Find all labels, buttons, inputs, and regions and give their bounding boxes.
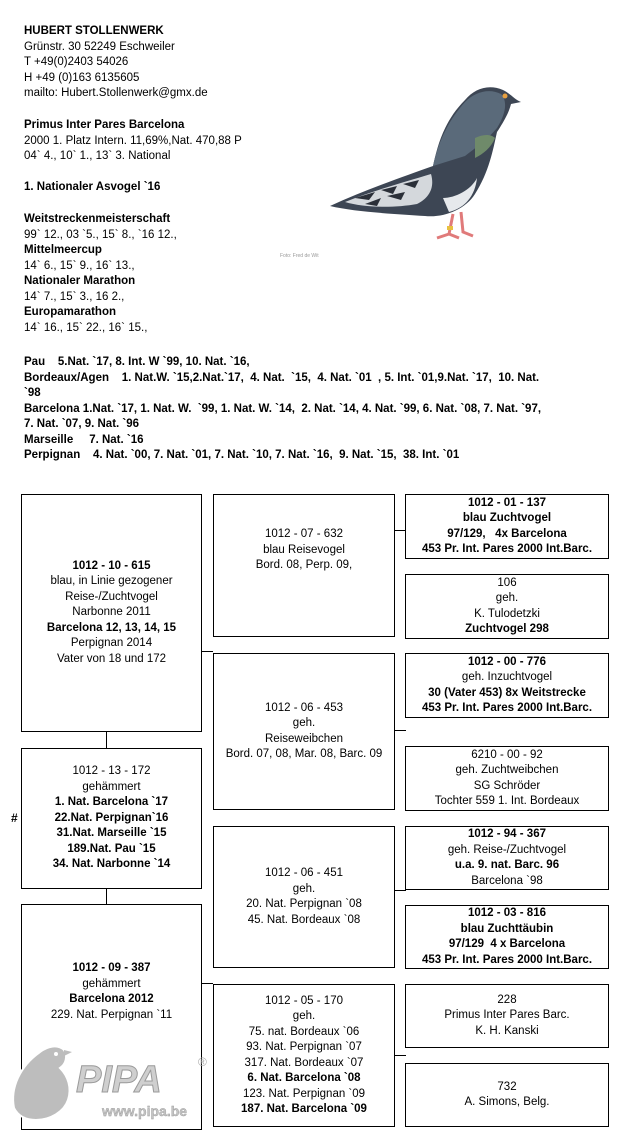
ring-number: 1012 - 07 - 632 [264,528,343,541]
ring-number: 1012 - 06 - 451 [264,867,343,879]
ring-number: 1012 - 03 - 816 [467,907,546,919]
pedigree-dsd: 1012 - 03 - 816 blau Zuchttäubin 97/129 4 x Barcelona 453 Pr. Int. Pares 2000 Int.Barc. [405,905,609,969]
pedigree-dds: 228 Primus Inter Pares Barc. K. H. Kanski [405,984,609,1048]
pedigree-sire-sire: 1012 - 07 - 632 blau Reisevogel Bord. 08, Perp. 09, [213,494,395,637]
performance-line: Perpignan 4. Nat. `00, 7. Nat. `01, 7. Nat. `10, 7. Nat. `16, 9. Nat. `15, 38. Int. `01 [24,449,460,461]
ring-number: 1012 - 05 - 170 [264,994,343,1007]
logo-registered: ® [198,1055,207,1069]
pedigree-sds: 1012 - 00 - 776 geh. Inzuchtvogel 30 (Vater 453) 8x Weitstrecke 453 Pr. Int. Pares 2000 Int.Barc. [405,653,609,718]
connector-line [201,651,213,652]
championships-block [24,212,177,336]
ring-number: 732 [497,1080,517,1093]
pedigree-ssd: 106 geh. K. Tulodetzki Zuchtvogel 298 [405,574,609,639]
primus-line1: 2000 1. Platz Intern. 11,69%,Nat. 470,88 P [24,134,242,147]
ring-number: 1012 - 10 - 615 [72,559,151,572]
primus-line2: 04` 4., 10` 1., 13` 3. National [24,150,171,162]
owner-phone: T +49(0)2403 54026 [24,56,129,68]
championship-title: Nationaler Marathon [24,275,136,287]
connector-line [106,888,107,904]
performance-block [24,355,614,464]
pedigree-sire: 1012 - 10 - 615 blau, in Linie gezogener Reise-/Zuchtvogel Narbonne 2011 Barcelona 12, 13, 14, 15 Perpignan 2014 Vater von 18 und 172 [21,494,202,732]
pedigree-subject: 1012 - 13 - 172 gehämmert 1. Nat. Barcelona `17 22.Nat. Perpignan`16 31.Nat. Marseille `15 189.Nat. Pau `15 34. Nat. Narbonne `14 [21,748,202,889]
pigeon-photo [325,78,525,250]
owner-name: HUBERT STOLLENWERK [24,25,164,37]
ring-number: 1012 - 06 - 453 [264,701,343,714]
asvogel-title: 1. Nationaler Asvogel `16 [24,181,161,193]
connector-line [394,890,406,891]
performance-line: Bordeaux/Agen 1. Nat.W. `15,2.Nat.`17, 4. Nat. `15, 4. Nat. `01 , 5. Int. `01,9.Nat. `17, 10. Nat. [24,371,540,384]
primus-title: Primus Inter Pares Barcelona [24,119,185,131]
ring-number: 6210 - 00 - 92 [471,748,543,761]
championship-title: Mittelmeercup [24,244,102,256]
championship-values: 99` 12., 03 `5., 15` 8., `16 12., [24,228,177,241]
pigeon-icon [13,1046,72,1120]
logo-brand: PIPA [76,1059,162,1101]
pedigree-ddd: 732 A. Simons, Belg. [405,1063,609,1127]
pedigree-sss: 1012 - 01 - 137 blau Zuchtvogel 97/129, 4x Barcelona 453 Pr. Int. Pares 2000 Int.Barc. [405,494,609,559]
connector-line [201,983,213,984]
championship-values: 14` 16., 15` 22., 16` 15., [24,321,148,334]
hash-mark: # [11,811,18,825]
performance-line: Marseille 7. Nat. `16 [24,433,144,446]
pedigree-dam: 1012 - 09 - 387 gehämmert Barcelona 2012 229. Nat. Perpignan `11 [21,904,202,1130]
pedigree-dam-sire: 1012 - 06 - 451 geh. 20. Nat. Perpignan `08 45. Nat. Bordeaux `08 [213,826,395,968]
ring-number: 1012 - 01 - 137 [467,496,546,509]
championship-values: 14` 6., 15` 9., 16` 13., [24,259,135,272]
photo-caption: Foto: Fred de Wit [280,253,319,259]
owner-mail[interactable]: mailto: Hubert.Stollenwerk@gmx.de [24,87,208,99]
connector-line [394,730,406,731]
connector-line [106,732,107,748]
ring-number: 106 [497,576,517,589]
performance-line: `98 [24,387,41,399]
owner-mobile: H +49 (0)163 6135605 [24,71,140,84]
pedigree-dam-dam: 1012 - 05 - 170 geh. 75. nat. Bordeaux `06 93. Nat. Perpignan `07 317. Nat. Bordeaux `07 6. Nat. Barcelona `08 123. Nat. Perpignan `09 187. Nat. Barcelona `09 [213,984,395,1127]
championship-title: Weitstreckenmeisterschaft [24,213,171,225]
performance-line: Pau 5.Nat. `17, 8. Int. W `99, 10. Nat. `16, [24,356,250,368]
primus-block [24,118,267,165]
performance-line: Barcelona 1.Nat. `17, 1. Nat. W. `99, 1. Nat. W. `14, 2. Nat. `14, 4. Nat. `99, 6. Nat. `08, 7. Nat. `97, [24,402,542,415]
ring-number: 1012 - 00 - 776 [467,655,546,668]
championship-values: 14` 7., 15` 3., 16 2., [24,290,125,303]
owner-block [24,24,208,102]
owner-street: Grünstr. 30 52249 Eschweiler [24,40,175,53]
pedigree-dss: 1012 - 94 - 367 geh. Reise-/Zuchtvogel u.a. 9. nat. Barc. 96 Barcelona `98 [405,826,609,890]
championship-title: Europamarathon [24,306,117,318]
connector-line [394,1055,406,1056]
pedigree-sdd: 6210 - 00 - 92 geh. Zuchtweibchen SG Schröder Tochter 559 1. Int. Bordeaux [405,746,609,811]
ring-number: 228 [497,993,517,1006]
logo-url[interactable]: www.pipa.be [102,1103,188,1119]
ring-number: 1012 - 94 - 367 [467,828,546,840]
pipa-logo [6,1038,226,1138]
ring-number: 1012 - 13 - 172 [72,765,151,778]
performance-line: 7. Nat. `07, 9. Nat. `96 [24,418,140,430]
pedigree-sire-dam: 1012 - 06 - 453 geh. Reiseweibchen Bord. 07, 08, Mar. 08, Barc. 09 [213,653,395,810]
ring-number: 1012 - 09 - 387 [72,962,151,974]
